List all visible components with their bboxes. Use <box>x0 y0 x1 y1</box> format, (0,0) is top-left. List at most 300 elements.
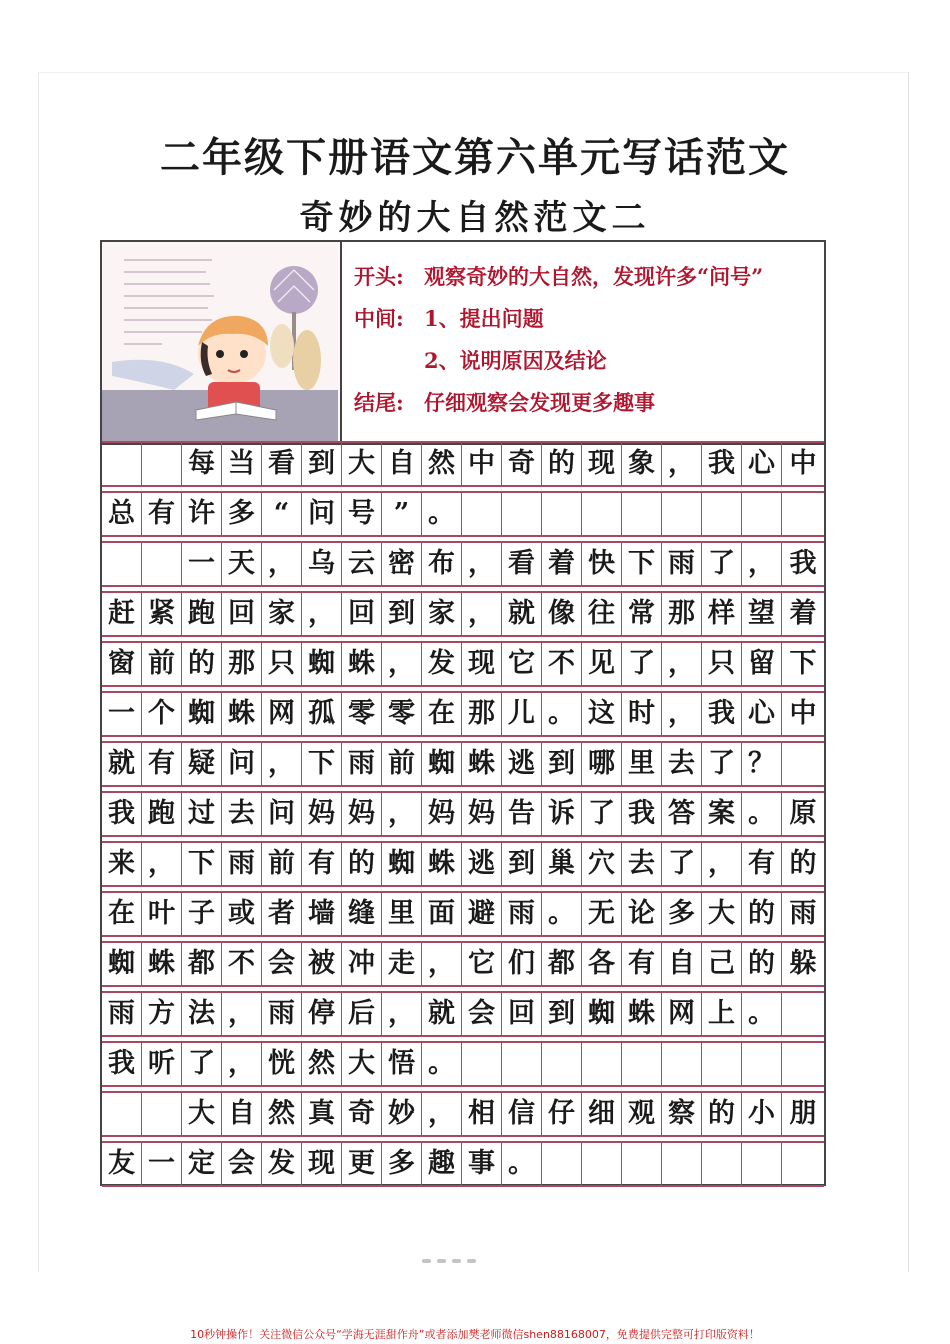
grid-cell <box>582 493 622 535</box>
grid-cell: 相 <box>462 1093 502 1135</box>
grid-cell: 不 <box>222 943 262 985</box>
grid-cell <box>462 493 502 535</box>
outline-middle <box>354 298 763 340</box>
grid-cell: 像 <box>542 593 582 635</box>
grid-cell: 一 <box>182 543 222 585</box>
grid-cell: 论 <box>622 893 662 935</box>
grid-row-bottom-line <box>102 885 824 887</box>
grid-cell: 现 <box>462 643 502 685</box>
grid-cell: 。 <box>742 993 782 1035</box>
grid-cell: 案 <box>702 793 742 835</box>
grid-cell: 天 <box>222 543 262 585</box>
grid-cell <box>782 1143 824 1185</box>
grid-cell: 奇 <box>502 443 542 485</box>
grid-cell: 巢 <box>542 843 582 885</box>
grid-cell: 布 <box>422 543 462 585</box>
grid-cell: 趣 <box>422 1143 462 1185</box>
grid-cell <box>502 493 542 535</box>
grid-cell: 会 <box>262 943 302 985</box>
grid-cell: 许 <box>182 493 222 535</box>
grid-cell: ， <box>262 543 302 585</box>
grid-cell <box>702 1143 742 1185</box>
grid-cell: 见 <box>582 643 622 685</box>
grid-cell: 自 <box>222 1093 262 1135</box>
grid-cell: 逃 <box>502 743 542 785</box>
grid-cell: 零 <box>382 693 422 735</box>
grid-cell: 的 <box>702 1093 742 1135</box>
grid-cell: 到 <box>302 443 342 485</box>
grid-cell: 多 <box>222 493 262 535</box>
grid-cell: 望 <box>742 593 782 635</box>
grid-row-bottom-line <box>102 535 824 537</box>
grid-cell: 现 <box>582 443 622 485</box>
grid-cell: 零 <box>342 693 382 735</box>
grid-cell: 奇 <box>342 1093 382 1135</box>
grid-cell: 避 <box>462 893 502 935</box>
grid-cell: 在 <box>102 893 142 935</box>
grid-row <box>102 643 824 685</box>
grid-row <box>102 793 824 835</box>
grid-cell: 到 <box>502 843 542 885</box>
grid-cell: 过 <box>182 793 222 835</box>
grid-cell: 下 <box>182 843 222 885</box>
grid-cell: 蜘 <box>102 943 142 985</box>
grid-cell: 然 <box>302 1043 342 1085</box>
grid-cell: 下 <box>302 743 342 785</box>
grid-cell <box>702 493 742 535</box>
grid-cell: 那 <box>662 593 702 635</box>
grid-cell: 个 <box>142 693 182 735</box>
grid-cell: 。 <box>422 493 462 535</box>
grid-cell <box>782 493 824 535</box>
grid-row <box>102 493 824 535</box>
grid-cell <box>622 493 662 535</box>
grid-cell: 乌 <box>302 543 342 585</box>
grid-cell: 上 <box>702 993 742 1035</box>
grid-row <box>102 893 824 935</box>
grid-cell: 只 <box>702 643 742 685</box>
grid-row-bottom-line <box>102 485 824 487</box>
grid-cell: 方 <box>142 993 182 1035</box>
grid-cell: 就 <box>422 993 462 1035</box>
grid-cell: 密 <box>382 543 422 585</box>
grid-cell: 蛛 <box>342 643 382 685</box>
grid-cell: 跑 <box>142 793 182 835</box>
grid-cell <box>542 1043 582 1085</box>
grid-cell <box>142 443 182 485</box>
grid-cell: 。 <box>502 1143 542 1185</box>
grid-cell: ， <box>462 543 502 585</box>
outline-middle-2-line <box>354 340 763 382</box>
grid-cell: 更 <box>342 1143 382 1185</box>
grid-cell <box>542 493 582 535</box>
grid-cell: 的 <box>342 843 382 885</box>
grid-cell: 妈 <box>342 793 382 835</box>
grid-cell: 时 <box>622 693 662 735</box>
grid-cell <box>142 543 182 585</box>
grid-cell: 蜘 <box>382 843 422 885</box>
grid-cell <box>742 1143 782 1185</box>
grid-cell: 雨 <box>102 993 142 1035</box>
outline-ending-text: 仔细观察会发现更多趣事 <box>424 390 655 415</box>
grid-cell: 走 <box>382 943 422 985</box>
grid-cell: 。 <box>542 893 582 935</box>
grid-cell: 。 <box>742 793 782 835</box>
footer-notice: 10秒钟操作！关注微信公众号“学海无涯甜作舟”或者添加樊老师微信shen88168007，免费提供完整可打印版资料！ <box>190 1328 760 1341</box>
grid-cell: 。 <box>422 1043 462 1085</box>
grid-cell: 的 <box>742 943 782 985</box>
outline-opening-label: 开头: <box>354 264 404 289</box>
grid-cell: 大 <box>182 1093 222 1135</box>
grid-cell: 不 <box>542 643 582 685</box>
grid-cell: 己 <box>702 943 742 985</box>
grid-row-bottom-line <box>102 835 824 837</box>
grid-cell: 有 <box>622 943 662 985</box>
grid-row-bottom-line <box>102 1035 824 1037</box>
grid-cell: 都 <box>542 943 582 985</box>
grid-cell: 那 <box>222 643 262 685</box>
grid-cell: 中 <box>789 448 817 479</box>
writing-sheet <box>100 240 826 1186</box>
grid-cell: 恍 <box>262 1043 302 1085</box>
grid-cell: 我 <box>102 793 142 835</box>
grid-cell: 去 <box>222 793 262 835</box>
grid-cell: 大 <box>342 443 382 485</box>
grid-cell: 哪 <box>582 743 622 785</box>
grid-cell <box>102 543 142 585</box>
outline-middle-1: 1、提出问题 <box>424 306 544 331</box>
grid-cell: 蛛 <box>142 943 182 985</box>
outline-middle-2: 2、说明原因及结论 <box>424 348 607 373</box>
grid-row <box>102 1143 824 1185</box>
grid-cell: 有 <box>302 843 342 885</box>
page-frame-right <box>908 72 909 1272</box>
grid-row-bottom-line <box>102 1085 824 1087</box>
grid-cell: 察 <box>662 1093 702 1135</box>
grid-cell <box>542 1143 582 1185</box>
grid-cell: 网 <box>262 693 302 735</box>
grid-cell: 前 <box>262 843 302 885</box>
grid-cell: 云 <box>342 543 382 585</box>
grid-cell: 逃 <box>462 843 502 885</box>
grid-cell: 回 <box>222 593 262 635</box>
grid-cell <box>662 1143 702 1185</box>
grid-cell: 蜘 <box>582 993 622 1035</box>
outline-opening-text: 观察奇妙的大自然，发现许多“问号” <box>424 264 764 289</box>
grid-cell: 多 <box>382 1143 422 1185</box>
grid-cell: 自 <box>662 943 702 985</box>
grid-cell: 我 <box>702 443 742 485</box>
grid-cell: 悟 <box>382 1043 422 1085</box>
grid-cell: “ <box>262 493 302 535</box>
page-subtitle: 奇妙的大自然范文二 <box>299 198 651 238</box>
grid-cell: 告 <box>502 793 542 835</box>
grid-cell: 了 <box>582 793 622 835</box>
grid-row-bottom-line <box>102 1185 824 1187</box>
grid-cell: 会 <box>222 1143 262 1185</box>
grid-cell: 它 <box>502 643 542 685</box>
grid-cell: 到 <box>382 593 422 635</box>
grid-cell <box>662 1043 702 1085</box>
grid-cell: ， <box>382 643 422 685</box>
grid-cell: 到 <box>542 993 582 1035</box>
grid-cell: 的 <box>182 643 222 685</box>
grid-cell: ， <box>302 593 342 635</box>
grid-cell: 看 <box>502 543 542 585</box>
grid-cell: 回 <box>502 993 542 1035</box>
grid-row-bottom-line <box>102 585 824 587</box>
grid-row-bottom-line <box>102 735 824 737</box>
outline-text <box>354 256 763 424</box>
grid-cell: 定 <box>182 1143 222 1185</box>
outline-header <box>102 242 824 445</box>
grid-cell: 了 <box>662 843 702 885</box>
grid-cell: 前 <box>382 743 422 785</box>
grid-cell <box>742 1043 782 1085</box>
grid-cell: 子 <box>182 893 222 935</box>
grid-cell: 儿 <box>502 693 542 735</box>
grid-cell: 窗 <box>102 643 142 685</box>
grid-cell: 然 <box>262 1093 302 1135</box>
grid-cell: 的 <box>742 893 782 935</box>
grid-row <box>102 743 824 785</box>
grid-cell: 各 <box>582 943 622 985</box>
grid-cell: 一 <box>102 693 142 735</box>
grid-cell: ， <box>742 543 782 585</box>
grid-row-bottom-line <box>102 935 824 937</box>
grid-cell: 中 <box>789 698 817 729</box>
grid-cell: 自 <box>382 443 422 485</box>
grid-cell <box>622 1143 662 1185</box>
grid-row <box>102 843 824 885</box>
grid-cell: 有 <box>742 843 782 885</box>
grid-cell: 常 <box>622 593 662 635</box>
grid-cell: 们 <box>502 943 542 985</box>
grid-cell: 紧 <box>142 593 182 635</box>
grid-cell: 原 <box>789 798 817 829</box>
grid-cell: 问 <box>302 493 342 535</box>
grid-cell: 有 <box>142 493 182 535</box>
grid-cell: 大 <box>702 893 742 935</box>
grid-cell: 我 <box>102 1043 142 1085</box>
grid-cell: 疑 <box>182 743 222 785</box>
grid-cell: 就 <box>502 593 542 635</box>
grid-cell: 我 <box>702 693 742 735</box>
grid-row <box>102 993 824 1035</box>
grid-cell: 往 <box>582 593 622 635</box>
grid-cell: 妈 <box>302 793 342 835</box>
grid-cell: 雨 <box>789 898 817 929</box>
grid-cell: 留 <box>742 643 782 685</box>
grid-cell: 那 <box>462 693 502 735</box>
grid-cell: 问 <box>262 793 302 835</box>
grid-cell: 总 <box>102 493 142 535</box>
grid-cell: 回 <box>342 593 382 635</box>
grid-cell: 到 <box>542 743 582 785</box>
grid-cell: 了 <box>182 1043 222 1085</box>
grid-cell: 信 <box>502 1093 542 1135</box>
grid-cell <box>502 1043 542 1085</box>
grid-cell: 的 <box>542 443 582 485</box>
grid-cell: 来 <box>102 843 142 885</box>
grid-cell: 蜘 <box>302 643 342 685</box>
grid-cell: 前 <box>142 643 182 685</box>
grid-cell: 下 <box>789 648 817 679</box>
grid-cell: 朋 <box>789 1098 817 1129</box>
grid-cell <box>782 993 824 1035</box>
grid-cell: 在 <box>422 693 462 735</box>
grid-cell <box>582 1043 622 1085</box>
grid-cell: 者 <box>262 893 302 935</box>
grid-cell: 被 <box>302 943 342 985</box>
grid-row <box>102 443 824 485</box>
grid-cell: 问 <box>222 743 262 785</box>
grid-cell <box>742 493 782 535</box>
grid-cell: 答 <box>662 793 702 835</box>
grid-row <box>102 593 824 635</box>
grid-cell: 诉 <box>542 793 582 835</box>
grid-cell: 妈 <box>422 793 462 835</box>
grid-row <box>102 543 824 585</box>
grid-cell: 蛛 <box>422 843 462 885</box>
grid-cell: 赶 <box>102 593 142 635</box>
page-frame-left <box>38 72 39 1272</box>
grid-cell <box>102 1093 142 1135</box>
grid-cell: 孤 <box>302 693 342 735</box>
grid-cell: 躲 <box>789 948 817 979</box>
grid-cell: 友 <box>102 1143 142 1185</box>
grid-cell: 听 <box>142 1043 182 1085</box>
grid-cell: 里 <box>382 893 422 935</box>
grid-row <box>102 1093 824 1135</box>
grid-cell: ， <box>662 693 702 735</box>
grid-cell: 蛛 <box>222 693 262 735</box>
grid-cell: 缝 <box>342 893 382 935</box>
grid-cell: ， <box>422 1093 462 1135</box>
grid-cell: 现 <box>302 1143 342 1185</box>
grid-cell: 我 <box>789 548 817 579</box>
grid-cell: ， <box>382 993 422 1035</box>
grid-cell: 雨 <box>342 743 382 785</box>
grid-cell: 叶 <box>142 893 182 935</box>
grid-cell: 着 <box>789 598 817 629</box>
grid-cell: ， <box>662 443 702 485</box>
grid-cell <box>782 743 824 785</box>
grid-cell: 了 <box>702 743 742 785</box>
grid-cell: 蛛 <box>462 743 502 785</box>
grid-cell: 蜘 <box>422 743 462 785</box>
grid-row-bottom-line <box>102 1135 824 1137</box>
page-indicator <box>422 1248 482 1267</box>
grid-row <box>102 1043 824 1085</box>
grid-cell: 观 <box>622 1093 662 1135</box>
grid-row-bottom-line <box>102 985 824 987</box>
grid-cell: 去 <box>662 743 702 785</box>
grid-cell: ” <box>382 493 422 535</box>
grid-cell: ， <box>262 743 302 785</box>
grid-cell: 中 <box>462 443 502 485</box>
grid-cell: 雨 <box>502 893 542 935</box>
grid-cell: 无 <box>582 893 622 935</box>
grid-cell: 就 <box>102 743 142 785</box>
grid-cell: 停 <box>302 993 342 1035</box>
grid-cell: 小 <box>742 1093 782 1135</box>
grid-cell: 有 <box>142 743 182 785</box>
grid-cell: 它 <box>462 943 502 985</box>
outline-ending <box>354 382 763 424</box>
grid-cell: 的 <box>789 848 817 879</box>
grid-cell: 雨 <box>662 543 702 585</box>
grid-cell: ， <box>142 843 182 885</box>
grid-cell: 多 <box>662 893 702 935</box>
grid-cell: 穴 <box>582 843 622 885</box>
grid-cell: 蜘 <box>182 693 222 735</box>
grid-cell: 面 <box>422 893 462 935</box>
grid-cell: ？ <box>742 743 782 785</box>
grid-cell: 细 <box>582 1093 622 1135</box>
grid-cell: ， <box>222 1043 262 1085</box>
grid-cell: 都 <box>182 943 222 985</box>
grid-cell: 去 <box>622 843 662 885</box>
grid-cell: 发 <box>422 643 462 685</box>
grid-cell: 每 <box>182 443 222 485</box>
grid-cell: 只 <box>262 643 302 685</box>
grid-cell: 发 <box>262 1143 302 1185</box>
outline-middle-label: 中间: <box>354 306 404 331</box>
grid-cell: 真 <box>302 1093 342 1135</box>
grid-cell: ， <box>382 793 422 835</box>
grid-cell: 下 <box>622 543 662 585</box>
grid-cell: 一 <box>142 1143 182 1185</box>
grid-cell: 家 <box>422 593 462 635</box>
grid-cell: ， <box>222 993 262 1035</box>
grid-cell: ， <box>702 843 742 885</box>
grid-cell: 然 <box>422 443 462 485</box>
grid-cell: 事 <box>462 1143 502 1185</box>
grid-cell: 雨 <box>222 843 262 885</box>
outline-ending-label: 结尾: <box>354 390 404 415</box>
grid-row-bottom-line <box>102 685 824 687</box>
page-title: 二年级下册语文第六单元写话范文 <box>160 134 790 181</box>
grid-cell: ， <box>462 593 502 635</box>
grid-cell: 看 <box>262 443 302 485</box>
grid-cell: 样 <box>702 593 742 635</box>
grid-cell: 冲 <box>342 943 382 985</box>
grid-cell: 后 <box>342 993 382 1035</box>
grid-cell: 心 <box>742 693 782 735</box>
grid-cell: 。 <box>542 693 582 735</box>
grid-row <box>102 693 824 735</box>
grid-cell <box>662 493 702 535</box>
grid-cell <box>622 1043 662 1085</box>
grid-cell: 跑 <box>182 593 222 635</box>
grid-cell: 雨 <box>262 993 302 1035</box>
grid-cell <box>702 1043 742 1085</box>
grid-row-bottom-line <box>102 785 824 787</box>
grid-cell: 墙 <box>302 893 342 935</box>
grid-cell: 妈 <box>462 793 502 835</box>
grid-cell <box>462 1043 502 1085</box>
grid-cell: 号 <box>342 493 382 535</box>
grid-cell: 网 <box>662 993 702 1035</box>
grid-cell: 大 <box>342 1043 382 1085</box>
grid-row-bottom-line <box>102 635 824 637</box>
grid-cell <box>102 443 142 485</box>
grid-cell <box>142 1093 182 1135</box>
grid-cell: 或 <box>222 893 262 935</box>
grid-cell <box>582 1143 622 1185</box>
page-frame-top <box>38 72 908 73</box>
